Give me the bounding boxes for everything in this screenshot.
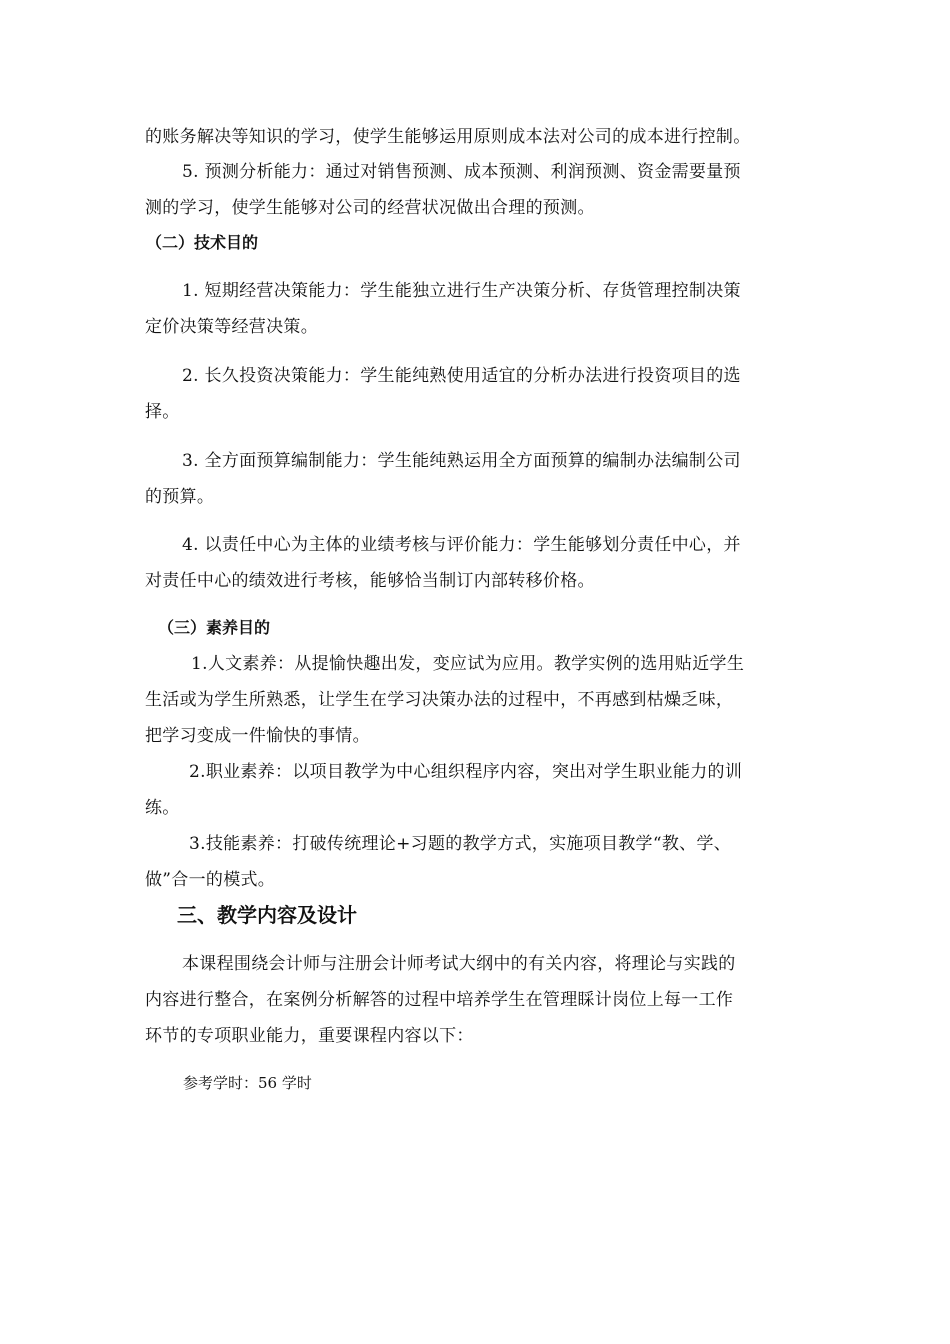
text-line: 1. 短期经营决策能力：学生能独立进行生产决策分析、存货管理控制决策 (182, 281, 741, 301)
subsection-heading: （二）技术目的 (146, 233, 259, 252)
text-line: 内容进行整合，在案例分析解答的过程中培养学生在管理睬计岗位上每一工作 (145, 990, 734, 1010)
text-line: 3.技能素养：打破传统理论+习题的教学方式，实施项目教学“教、学、 (189, 834, 732, 854)
text-line: 5. 预测分析能力：通过对销售预测、成本预测、利润预测、资金需要量预 (182, 162, 741, 182)
text-line: 测的学习，使学生能够对公司的经营状况做出合理的预测。 (145, 198, 595, 218)
text-line: 环节的专项职业能力，重要课程内容以下： (145, 1026, 474, 1046)
text-line: 做”合一的模式。 (145, 870, 276, 890)
text-line: 对责任中心的绩效进行考核，能够恰当制订内部转移价格。 (145, 571, 595, 591)
text-line: 2. 长久投资决策能力：学生能纯熟使用适宜的分析办法进行投资项目的选 (182, 366, 741, 386)
text-line: 2.职业素养：以项目教学为中心组织程序内容，突出对学生职业能力的训 (189, 762, 743, 782)
text-line: 生活或为学生所熟悉，让学生在学习决策办法的过程中，不再感到枯燥乏味， (145, 690, 734, 710)
subsection-heading: （三）素养目的 (158, 618, 271, 637)
text-line: 把学习变成一件愉快的事情。 (145, 726, 370, 746)
text-line: 本课程围绕会计师与注册会计师考试大纲中的有关内容，将理论与实践的 (182, 954, 736, 974)
text-line: 3. 全方面预算编制能力：学生能纯熟运用全方面预算的编制办法编制公司 (182, 451, 741, 471)
text-line: 择。 (145, 402, 180, 422)
text-line: 4. 以责任中心为主体的业绩考核与评价能力：学生能够划分责任中心，并 (182, 535, 741, 555)
text-line: 的预算。 (145, 487, 215, 507)
text-line: 的账务解决等知识的学习，使学生能够运用原则成本法对公司的成本进行控制。 (145, 127, 751, 147)
text-line: 1.人文素养：从提愉快趣出发，变应试为应用。教学实例的选用贴近学生 (191, 654, 745, 674)
text-line: 定价决策等经营决策。 (145, 317, 318, 337)
reference-hours: 参考学时：56 学时 (183, 1074, 312, 1092)
text-line: 练。 (145, 798, 180, 818)
section-title: 三、教学内容及设计 (177, 903, 357, 927)
